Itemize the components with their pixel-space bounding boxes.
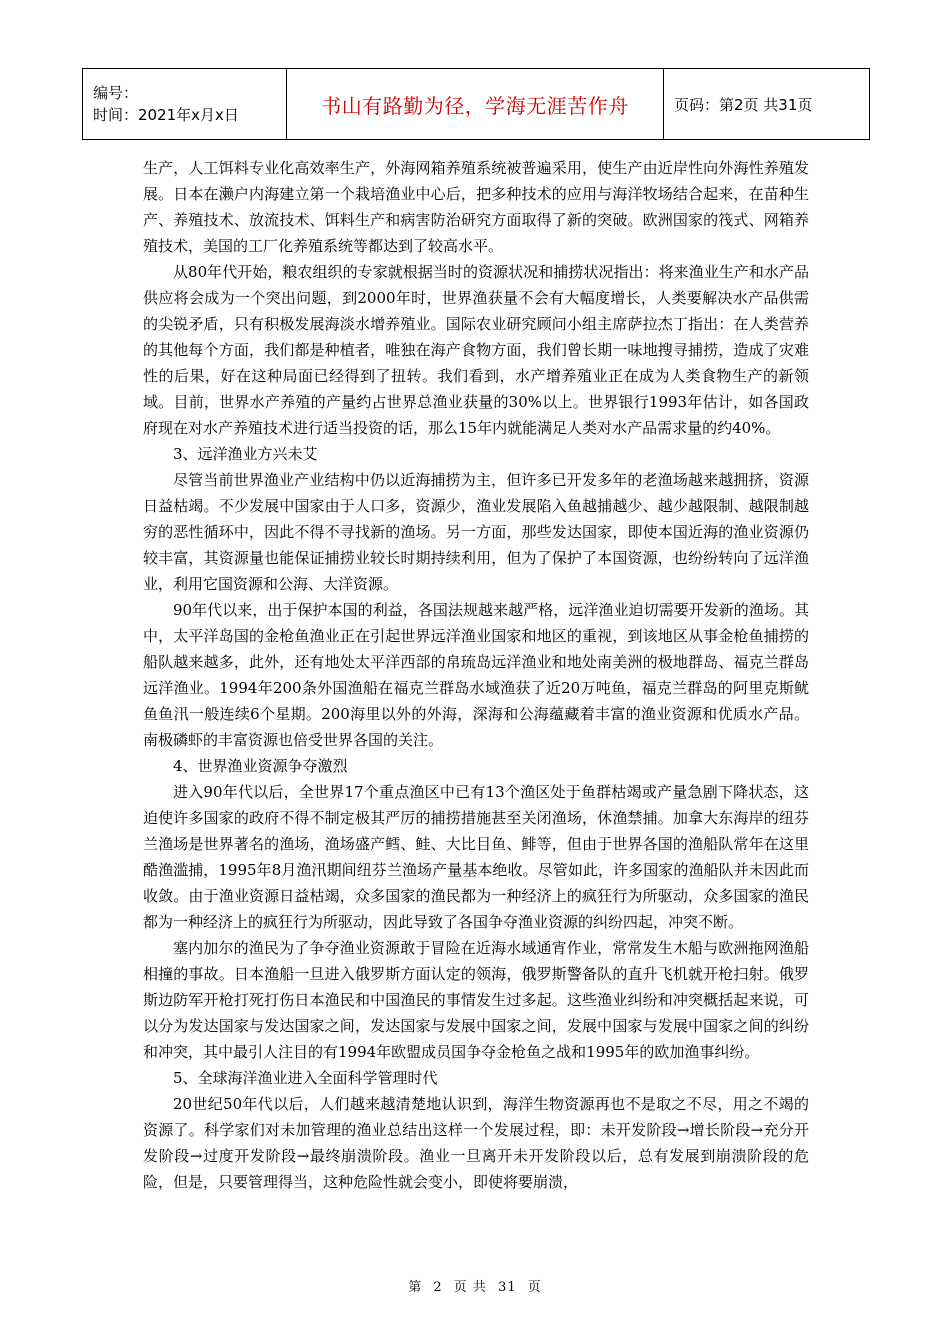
paragraph: 进入90年代以后，全世界17个重点渔区中已有13个渔区处于鱼群枯竭或产量急剧下降状态，这迫使许多国家的政府不得不制定极其严厉的捕捞措施甚至关闭渔场，休渔禁捕。加拿大东海岸的纽芬兰渔场是世界著名的渔场，渔场盛产鳕、鲑、大比目鱼、鲱等，但由于世界各国的渔船队常年在这里酷渔滥捕，1995年8月渔汛期间纽芬兰渔场产量基本绝收。尽管如此，许多国家的渔船队并未因此而收敛。由于渔业资源日益枯竭，众多国家的渔民都为一种经济上的疯狂行为所驱动，众多国家的渔民都为一种经济上的疯狂行为所驱动，因此导致了各国争夺渔业资源的纠纷四起，冲突不断。: [143, 783, 809, 931]
doc-date-label: 时间：2021年x月x日: [93, 106, 239, 124]
paragraph: 尽管当前世界渔业产业结构中仍以近海捕捞为主，但许多已开发多年的老渔场越来越拥挤，资源日益枯竭。不少发展中国家由于人口多，资源少，渔业发展陷入鱼越捕越少、越少越限制、越限制越穷的恶性循环中，因此不得不寻找新的渔场。另一方面，那些发达国家，即使本国近海的渔业资源仍较丰富，其资源量也能保证捕捞业较长时期持续利用，但为了保护了本国资源，也纷纷转向了远洋渔业，利用它国资源和公海、大洋资源。: [143, 471, 809, 593]
footer-page-number: 2: [433, 1280, 443, 1295]
section-heading: 4、世界渔业资源争夺激烈: [173, 757, 348, 775]
footer-middle: 页 共: [453, 1280, 487, 1295]
section-heading: 5、全球海洋渔业进入全面科学管理时代: [173, 1069, 438, 1087]
doc-number-label: 编号：: [93, 84, 139, 102]
paragraph: 塞内加尔的渔民为了争夺渔业资源敢于冒险在近海水域通宵作业，常常发生木船与欧洲拖网渔船相撞的事故。日本渔船一旦进入俄罗斯方面认定的领海，俄罗斯警备队的直升飞机就开枪扫射。俄罗斯边防军开枪打死打伤日本渔民和中国渔民的事情发生过多起。这些渔业纠纷和冲突概括起来说，可以分为发达国家与发达国家之间，发达国家与发展中国家之间，发展中国家与发展中国家之间的纠纷和冲突，其中最引人注目的有1994年欧盟成员国争夺金枪鱼之战和1995年的欧加渔事纠纷。: [143, 939, 809, 1061]
header-motto: 书山有路勤为径，学海无涯苦作舟: [287, 69, 664, 140]
header-page-info: 页码：第2页 共31页: [664, 69, 870, 140]
footer-total-pages: 31: [498, 1280, 517, 1295]
document-body: [143, 155, 809, 1195]
paragraph: 90年代以来，出于保护本国的利益，各国法规越来越严格，远洋渔业迫切需要开发新的渔场。其中，太平洋岛国的金枪鱼渔业正在引起世界远洋渔业国家和地区的重视，到该地区从事金枪鱼捕捞的船队越来越多，此外，还有地处太平洋西部的帛琉岛远洋渔业和地处南美洲的极地群岛、福克兰群岛远洋渔业。1994年200条外国渔船在福克兰群岛水域渔获了近20万吨鱼，福克兰群岛的阿里克斯鱿鱼鱼汛一般连续6个星期。200海里以外的外海，深海和公海蕴藏着丰富的渔业资源和优质水产品。南极磷虾的丰富资源也倍受世界各国的关注。: [143, 601, 809, 749]
header-meta-cell: [83, 69, 287, 140]
footer-prefix: 第: [408, 1280, 423, 1295]
section-heading: 3、远洋渔业方兴未艾: [173, 445, 318, 463]
paragraph: 20世纪50年代以后，人们越来越清楚地认识到，海洋生物资源再也不是取之不尽，用之不竭的资源了。科学家们对未加管理的渔业总结出这样一个发展过程，即：未开发阶段→增长阶段→充分开发阶段→过度开发阶段→最终崩溃阶段。渔业一旦离开未开发阶段以后，总有发展到崩溃阶段的危险，但是，只要管理得当，这种危险性就会变小，即使将要崩溃，: [143, 1095, 809, 1191]
page-header: [82, 68, 870, 140]
paragraph: 从80年代开始，粮农组织的专家就根据当时的资源状况和捕捞状况指出：将来渔业生产和水产品供应将会成为一个突出问题，到2000年时，世界渔获量不会有大幅度增长，人类要解决水产品供需的尖锐矛盾，只有积极发展海淡水增养殖业。国际农业研究顾问小组主席萨拉杰丁指出：在人类营养的其他每个方面，我们都是种植者，唯独在海产食物方面，我们曾长期一味地搜寻捕捞，造成了灾难性的后果，好在这种局面已经得到了扭转。我们看到，水产增养殖业正在成为人类食物生产的新领域。目前，世界水产养殖的产量约占世界总渔业获量的30%以上。世界银行1993年估计，如各国政府现在对水产养殖技术进行适当投资的话，那么15年内就能满足人类对水产品需求量的约40%。: [143, 263, 809, 437]
page-footer: [0, 1276, 950, 1295]
footer-suffix: 页: [527, 1280, 542, 1295]
paragraph: 生产，人工饵料专业化高效率生产，外海网箱养殖系统被普遍采用，使生产由近岸性向外海性养殖发展。日本在濑户内海建立第一个栽培渔业中心后，把多种技术的应用与海洋牧场结合起来，在苗种生产、养殖技术、放流技术、饵料生产和病害防治研究方面取得了新的突破。欧洲国家的筏式、网箱养殖技术，美国的工厂化养殖系统等都达到了较高水平。: [143, 159, 809, 255]
